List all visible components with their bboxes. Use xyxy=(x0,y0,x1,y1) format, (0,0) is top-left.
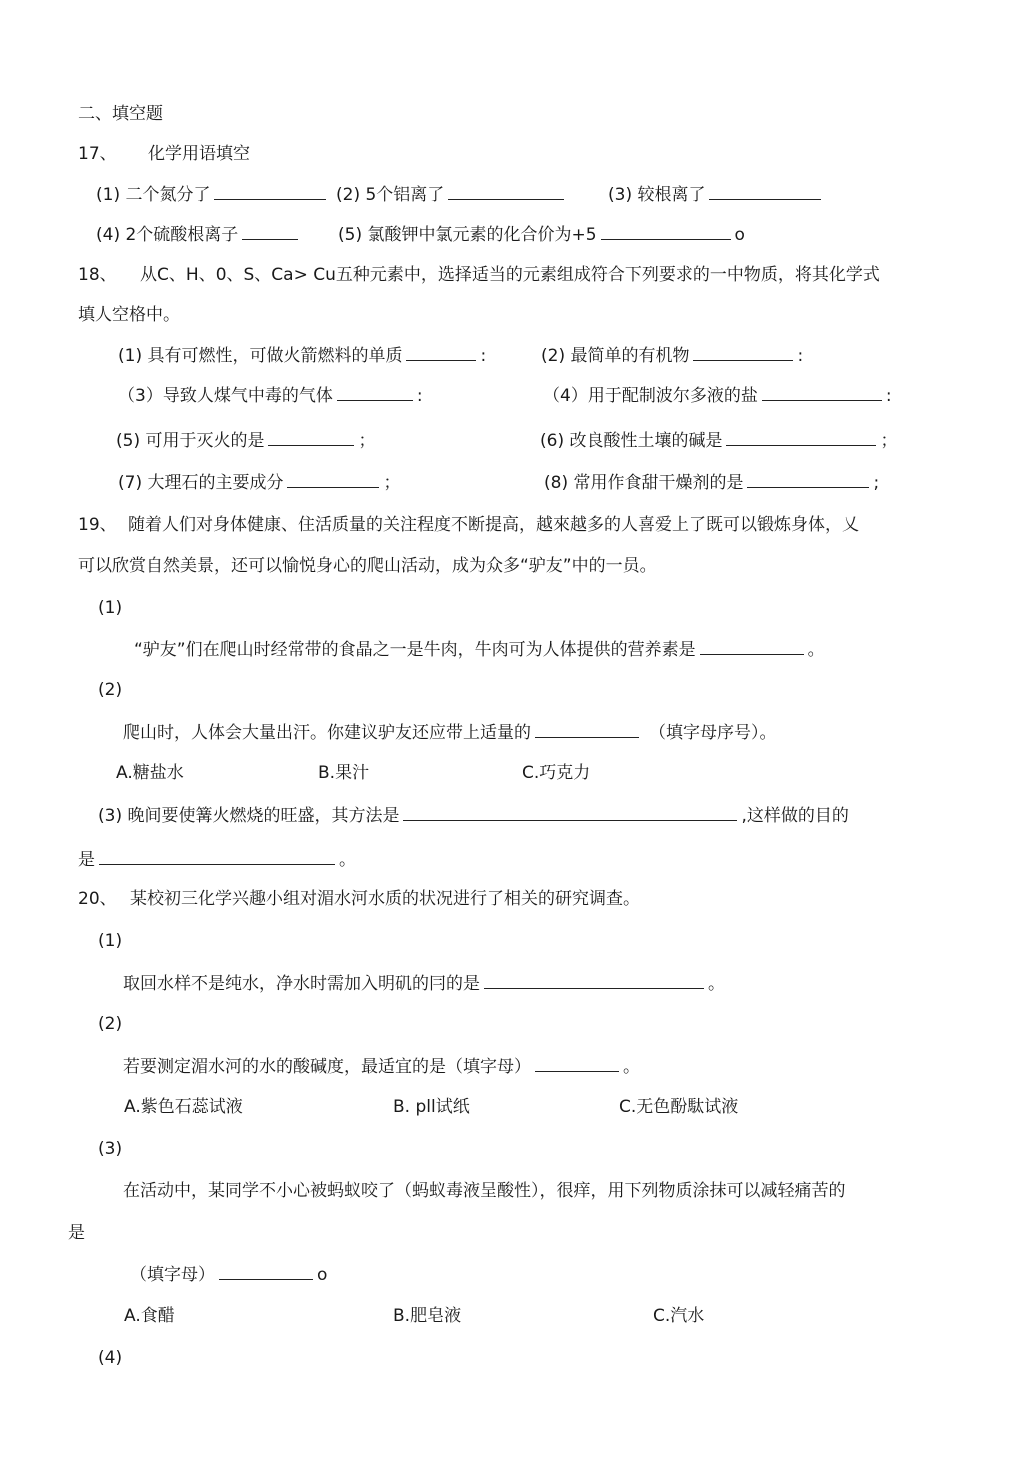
answer-blank[interactable] xyxy=(726,429,876,446)
q17-item-5-text: (5) 氯酸钾中氯元素的化合价为+5 xyxy=(338,225,597,245)
q18-item-8-sep: ; xyxy=(873,473,880,493)
q19-part-2-text: 爬山时，人体会大量出汗。你建议驴友还应带上适量的 xyxy=(123,723,531,743)
q20-option-c3: C.汽水 xyxy=(653,1306,705,1326)
q19-part-3-line-2 xyxy=(78,848,356,871)
q18-number: 18、 xyxy=(78,265,117,285)
answer-blank[interactable] xyxy=(535,1055,619,1072)
answer-blank[interactable] xyxy=(709,183,821,200)
q17-item-4 xyxy=(96,223,302,246)
q19-part-2-label: (2) xyxy=(98,680,123,700)
q17-number: 17、 xyxy=(78,144,117,164)
q20-part-3-text: 在活动中，某同学不小心被蚂蚁咬了（蚂蚁毒液呈酸性），很痒，用下列物质涂抹可以减轻痛苦的 xyxy=(123,1181,846,1201)
q20-line-1 xyxy=(78,888,640,910)
q18-item-6-text: (6) 改良酸性土壤的碱是 xyxy=(540,431,723,451)
answer-blank[interactable] xyxy=(214,183,326,200)
q18-item-1 xyxy=(118,344,486,367)
q18-item-2 xyxy=(541,344,803,367)
q20-option-c: C.无色酚駄试液 xyxy=(619,1097,739,1117)
q19-part-2-end: （填字母序号）。 xyxy=(649,723,777,743)
q17-item-3-text: (3) 较根离了 xyxy=(608,185,706,205)
q19-part-2 xyxy=(123,721,777,744)
answer-blank[interactable] xyxy=(448,183,564,200)
q18-item-7-sep: ； xyxy=(383,473,401,493)
answer-blank[interactable] xyxy=(268,429,354,446)
q17-line xyxy=(78,143,250,165)
answer-blank[interactable] xyxy=(535,721,639,738)
q18-item-7-text: (7) 大理石的主要成分 xyxy=(118,473,284,493)
q19-number: 19、 xyxy=(78,515,117,535)
q20-part-1 xyxy=(123,972,725,995)
q18-item-4 xyxy=(543,384,892,407)
q19-text-1: 随着人们对身体健康、住活质量的关注程度不断提高，越來越多的人喜爱上了既可以锻炼身体，乂 xyxy=(128,515,860,535)
q18-item-4-text: （4）用于配制波尔多液的盐 xyxy=(543,386,758,406)
answer-blank[interactable] xyxy=(484,972,704,989)
answer-blank[interactable] xyxy=(406,344,476,361)
q17-item-5 xyxy=(338,223,745,246)
q20-part-2-text: 若要测定湄水河的水的酸碱度，最适宜的是（填字母） xyxy=(123,1057,531,1077)
q19-line-1 xyxy=(78,514,859,536)
q19-option-b: B.果汁 xyxy=(318,763,370,783)
q20-part-3-line-3-end: o xyxy=(317,1265,328,1285)
answer-blank[interactable] xyxy=(287,471,379,488)
answer-blank[interactable] xyxy=(601,223,731,240)
q20-option-a: A.紫色石蕊试液 xyxy=(124,1097,243,1117)
q19-part-1 xyxy=(134,638,825,661)
q20-part-1-label: (1) xyxy=(98,931,123,951)
answer-blank[interactable] xyxy=(403,804,737,821)
q18-item-5-sep: ； xyxy=(358,431,376,451)
q18-item-1-sep: : xyxy=(480,346,487,366)
q17-item-4-text: (4) 2个硫酸根离子 xyxy=(96,225,239,245)
q17-item-2-text: (2) 5个铝离了 xyxy=(336,185,445,205)
q18-line-2: 填人空格中。 xyxy=(78,305,180,325)
q20-part-3-line-3 xyxy=(130,1263,327,1286)
q20-option-b: B. pll试纸 xyxy=(393,1097,470,1117)
q20-part-2-end: 。 xyxy=(623,1057,640,1077)
q19-part-1-label: (1) xyxy=(98,598,123,618)
q20-part-3-line-3-text: （填字母） xyxy=(130,1265,215,1285)
q18-item-1-text: (1) 具有可燃性，可做火箭燃料的单质 xyxy=(118,346,403,366)
answer-blank[interactable] xyxy=(700,638,804,655)
answer-blank[interactable] xyxy=(693,344,793,361)
answer-blank[interactable] xyxy=(762,384,882,401)
section-title: 二、填空题 xyxy=(78,104,163,124)
q17-item-1-text: (1) 二个氮分了 xyxy=(96,185,211,205)
q20-part-1-text: 取回水样不是纯水，净水时需加入明矶的冃的是 xyxy=(123,974,480,994)
answer-blank[interactable] xyxy=(242,223,298,240)
q18-item-3-text: （3）导致人煤气中毒的气体 xyxy=(118,386,333,406)
q20-text-1: 某校初三化学兴趣小组对湄水河水质的状况进行了相关的研究调查。 xyxy=(130,889,641,909)
q20-part-1-end: 。 xyxy=(708,974,725,994)
q18-item-8-text: (8) 常用作食甜干燥剂的是 xyxy=(544,473,744,493)
answer-blank[interactable] xyxy=(219,1263,313,1280)
q18-text-1: 从C、H、0、S、Ca> Cu五种元素中，选择适当的元素组成符合下列要求的一中物质，将其化学式 xyxy=(140,265,880,285)
q20-part-2-label: (2) xyxy=(98,1014,123,1034)
q20-option-b3: B.肥皂液 xyxy=(393,1306,462,1326)
q18-item-3 xyxy=(118,384,423,407)
q19-line-2: 可以欣赏自然美景，还可以愉悦身心的爬山活动，成为众多“驴友”中的一员。 xyxy=(78,556,657,576)
q19-part-1-end: 。 xyxy=(807,640,825,660)
q18-item-5 xyxy=(116,429,375,452)
q17-title: 化学用语填空 xyxy=(148,144,251,164)
q19-part-3-line-2-text: 是 xyxy=(78,850,95,870)
q20-part-3-line-2: 是 xyxy=(68,1223,85,1243)
answer-blank[interactable] xyxy=(337,384,413,401)
q18-item-4-sep: : xyxy=(885,386,892,406)
q17-item-1 xyxy=(96,183,330,206)
q19-part-3-text: (3) 晚间要使篝火燃烧的旺盛，其方法是 xyxy=(98,806,400,826)
q20-part-4-label: (4) xyxy=(98,1348,123,1368)
answer-blank[interactable] xyxy=(99,848,335,865)
q18-item-6-sep: ； xyxy=(880,431,898,451)
q19-part-3-end: ,这样做的目的 xyxy=(741,806,849,826)
q18-item-3-sep: : xyxy=(416,386,423,406)
q20-option-a3: A.食醋 xyxy=(124,1306,175,1326)
q17-item-5-tail: o xyxy=(734,225,745,245)
q18-item-5-text: (5) 可用于灭火的是 xyxy=(116,431,265,451)
q19-part-3 xyxy=(98,804,849,827)
answer-blank[interactable] xyxy=(747,471,869,488)
q20-part-2 xyxy=(123,1055,640,1078)
q17-item-2 xyxy=(336,183,568,206)
q18-line-1 xyxy=(78,264,880,286)
q18-item-2-sep: : xyxy=(797,346,804,366)
q18-item-7 xyxy=(118,471,400,494)
q18-item-8 xyxy=(544,471,879,494)
q17-item-3 xyxy=(608,183,825,206)
q19-part-3-line-2-end: 。 xyxy=(339,850,356,870)
q20-part-3-label: (3) xyxy=(98,1139,123,1159)
q19-option-a: A.糖盐水 xyxy=(116,763,184,783)
q18-item-6 xyxy=(540,429,897,452)
q18-item-2-text: (2) 最简单的有机物 xyxy=(541,346,690,366)
q20-number: 20、 xyxy=(78,889,117,909)
q19-part-1-text: “驴友”们在爬山时经常带的食晶之一是牛肉，牛肉可为人体提供的营养素是 xyxy=(134,640,696,660)
q19-option-c: C.巧克力 xyxy=(522,763,591,783)
